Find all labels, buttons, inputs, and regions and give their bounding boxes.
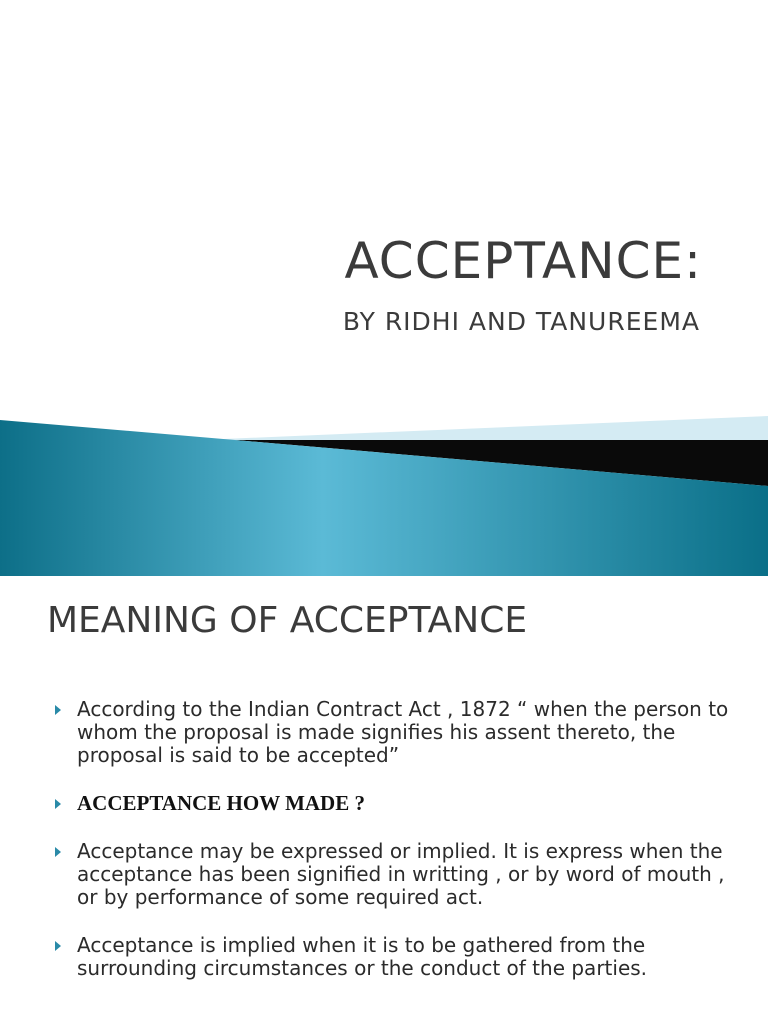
bullet-text: Acceptance may be expressed or implied. It is express when the acceptance has been signified in writting , or by word of mouth , or by performance of some required act. (77, 839, 725, 909)
slide-title: ACCEPTANCE: (344, 232, 702, 290)
triangle-right-icon (55, 847, 61, 857)
slide-heading: MEANING OF ACCEPTANCE (47, 600, 528, 641)
triangle-right-icon (55, 705, 61, 715)
decorative-band (0, 400, 768, 576)
list-item (55, 698, 735, 767)
bullet-text: ACCEPTANCE HOW MADE ? (77, 791, 365, 815)
bullet-list (55, 698, 735, 1005)
content-slide (0, 576, 768, 1024)
list-item (55, 840, 735, 909)
triangle-right-icon (55, 941, 61, 951)
list-item (55, 934, 735, 980)
triangle-right-icon (55, 799, 61, 809)
list-item (55, 792, 735, 815)
bullet-text: According to the Indian Contract Act , 1872 “ when the person to whom the proposal is made signifies his assent thereto, the proposal is said to be accepted” (77, 697, 729, 767)
bullet-text: Acceptance is implied when it is to be gathered from the surrounding circumstances or the conduct of the parties. (77, 933, 648, 980)
band-highlight (200, 416, 768, 440)
slide-subtitle: BY RIDHI AND TANUREEMA (342, 307, 700, 336)
